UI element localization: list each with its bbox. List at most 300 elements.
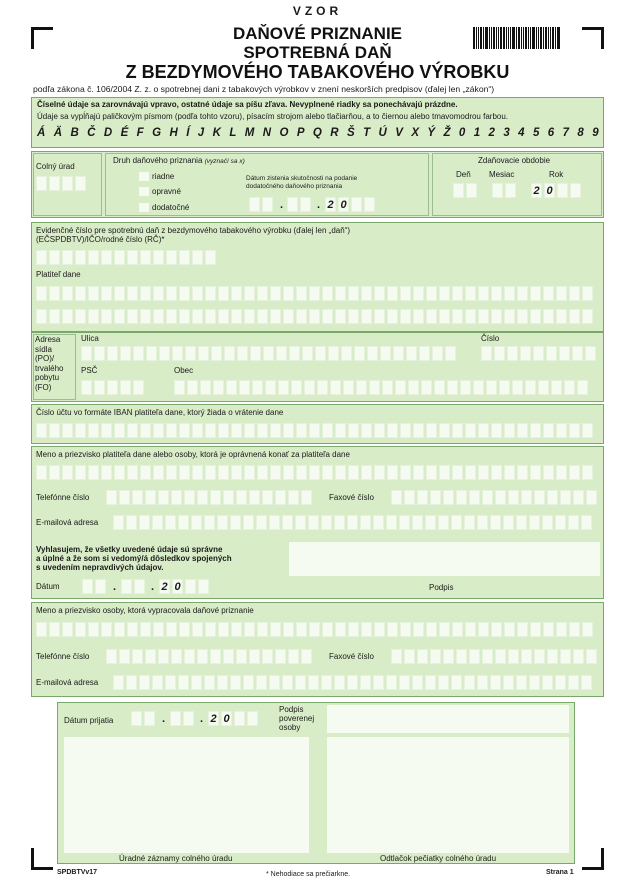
character-box[interactable] xyxy=(317,380,328,395)
character-box[interactable] xyxy=(192,286,203,301)
character-box[interactable] xyxy=(82,579,93,594)
character-box[interactable] xyxy=(434,380,445,395)
character-box[interactable] xyxy=(192,465,203,480)
character-box[interactable] xyxy=(516,675,527,690)
character-box[interactable] xyxy=(270,309,281,324)
character-box[interactable] xyxy=(534,490,545,505)
character-box[interactable] xyxy=(452,423,463,438)
character-box[interactable] xyxy=(322,423,333,438)
declarant-name-input[interactable] xyxy=(36,465,593,480)
character-box[interactable] xyxy=(322,622,333,637)
character-box[interactable] xyxy=(231,622,242,637)
character-box[interactable] xyxy=(465,465,476,480)
character-box[interactable] xyxy=(178,675,189,690)
character-box[interactable] xyxy=(330,380,341,395)
character-box[interactable] xyxy=(256,515,267,530)
character-box[interactable] xyxy=(179,423,190,438)
character-box[interactable] xyxy=(495,649,506,664)
character-box[interactable] xyxy=(218,309,229,324)
character-box[interactable] xyxy=(465,423,476,438)
character-box[interactable] xyxy=(197,649,208,664)
character-box[interactable] xyxy=(205,423,216,438)
character-box[interactable] xyxy=(179,250,190,265)
character-box[interactable] xyxy=(36,622,47,637)
character-box[interactable] xyxy=(282,675,293,690)
character-box[interactable] xyxy=(106,490,117,505)
taxpayer-name-row2[interactable] xyxy=(36,309,593,324)
character-box[interactable] xyxy=(217,515,228,530)
character-box[interactable] xyxy=(166,465,177,480)
character-box[interactable] xyxy=(335,286,346,301)
character-box[interactable] xyxy=(400,423,411,438)
character-box[interactable] xyxy=(270,465,281,480)
character-box[interactable] xyxy=(530,465,541,480)
character-box[interactable] xyxy=(334,515,345,530)
character-box[interactable] xyxy=(570,183,581,198)
character-box[interactable] xyxy=(360,675,371,690)
character-box[interactable] xyxy=(179,286,190,301)
character-box[interactable] xyxy=(287,197,298,212)
character-box[interactable] xyxy=(521,490,532,505)
character-box[interactable] xyxy=(217,675,228,690)
character-box[interactable] xyxy=(478,423,489,438)
character-box[interactable] xyxy=(335,423,346,438)
character-box[interactable]: 2 xyxy=(325,197,336,212)
character-box[interactable] xyxy=(426,286,437,301)
character-box[interactable] xyxy=(101,423,112,438)
character-box[interactable]: 0 xyxy=(172,579,183,594)
character-box[interactable] xyxy=(581,675,592,690)
character-box[interactable] xyxy=(101,250,112,265)
character-box[interactable] xyxy=(465,286,476,301)
character-box[interactable] xyxy=(101,286,112,301)
character-box[interactable] xyxy=(239,380,250,395)
character-box[interactable] xyxy=(452,622,463,637)
character-box[interactable] xyxy=(218,622,229,637)
character-box[interactable] xyxy=(505,183,516,198)
character-box[interactable] xyxy=(302,346,313,361)
character-box[interactable] xyxy=(530,423,541,438)
character-box[interactable] xyxy=(218,465,229,480)
character-box[interactable] xyxy=(430,490,441,505)
character-box[interactable] xyxy=(134,579,145,594)
checkbox-dodatocne[interactable] xyxy=(139,203,149,212)
character-box[interactable] xyxy=(521,649,532,664)
character-box[interactable] xyxy=(452,465,463,480)
character-box[interactable] xyxy=(466,183,477,198)
character-box[interactable] xyxy=(152,675,163,690)
character-box[interactable] xyxy=(291,380,302,395)
character-box[interactable] xyxy=(547,490,558,505)
character-box[interactable] xyxy=(504,286,515,301)
character-box[interactable] xyxy=(504,309,515,324)
character-box[interactable] xyxy=(283,423,294,438)
character-box[interactable] xyxy=(469,490,480,505)
character-box[interactable] xyxy=(153,465,164,480)
character-box[interactable] xyxy=(49,250,60,265)
character-box[interactable] xyxy=(569,423,580,438)
character-box[interactable] xyxy=(404,490,415,505)
character-box[interactable] xyxy=(432,346,443,361)
character-box[interactable] xyxy=(140,423,151,438)
character-box[interactable] xyxy=(296,423,307,438)
character-box[interactable] xyxy=(447,380,458,395)
character-box[interactable] xyxy=(542,515,553,530)
character-box[interactable] xyxy=(88,250,99,265)
character-box[interactable] xyxy=(230,675,241,690)
character-box[interactable] xyxy=(36,250,47,265)
character-box[interactable] xyxy=(159,346,170,361)
character-box[interactable] xyxy=(153,286,164,301)
character-box[interactable] xyxy=(439,423,450,438)
checkbox-opravne[interactable] xyxy=(139,187,149,196)
character-box[interactable] xyxy=(547,649,558,664)
character-box[interactable] xyxy=(75,423,86,438)
receipt-month-input[interactable] xyxy=(170,711,194,726)
character-box[interactable]: 0 xyxy=(338,197,349,212)
character-box[interactable] xyxy=(443,649,454,664)
character-box[interactable] xyxy=(439,622,450,637)
discovery-month-input[interactable] xyxy=(287,197,311,212)
character-box[interactable] xyxy=(453,183,464,198)
character-box[interactable] xyxy=(106,649,117,664)
character-box[interactable] xyxy=(36,176,47,191)
character-box[interactable] xyxy=(295,675,306,690)
character-box[interactable] xyxy=(153,423,164,438)
character-box[interactable] xyxy=(81,380,92,395)
character-box[interactable] xyxy=(114,465,125,480)
character-box[interactable] xyxy=(198,579,209,594)
character-box[interactable] xyxy=(367,346,378,361)
character-box[interactable] xyxy=(309,423,320,438)
character-box[interactable] xyxy=(114,423,125,438)
character-box[interactable] xyxy=(179,465,190,480)
character-box[interactable] xyxy=(387,423,398,438)
character-box[interactable] xyxy=(309,465,320,480)
character-box[interactable] xyxy=(534,649,545,664)
character-box[interactable] xyxy=(386,515,397,530)
character-box[interactable] xyxy=(520,346,531,361)
character-box[interactable] xyxy=(361,423,372,438)
character-box[interactable] xyxy=(387,309,398,324)
character-box[interactable] xyxy=(478,309,489,324)
character-box[interactable] xyxy=(36,465,47,480)
preparer-name-input[interactable] xyxy=(36,622,593,637)
character-box[interactable] xyxy=(114,250,125,265)
character-box[interactable] xyxy=(283,309,294,324)
character-box[interactable] xyxy=(426,622,437,637)
character-box[interactable] xyxy=(257,465,268,480)
character-box[interactable] xyxy=(582,309,593,324)
character-box[interactable] xyxy=(465,622,476,637)
character-box[interactable] xyxy=(486,380,497,395)
period-year-input[interactable] xyxy=(531,183,581,198)
character-box[interactable] xyxy=(270,286,281,301)
official-records-area[interactable] xyxy=(64,737,309,853)
character-box[interactable] xyxy=(121,579,132,594)
character-box[interactable] xyxy=(374,286,385,301)
character-box[interactable]: 2 xyxy=(208,711,219,726)
character-box[interactable] xyxy=(490,675,501,690)
character-box[interactable] xyxy=(481,346,492,361)
date-year-input[interactable] xyxy=(159,579,209,594)
character-box[interactable] xyxy=(257,423,268,438)
character-box[interactable] xyxy=(347,515,358,530)
character-box[interactable] xyxy=(172,346,183,361)
stamp-area[interactable] xyxy=(327,737,569,853)
character-box[interactable] xyxy=(144,711,155,726)
character-box[interactable] xyxy=(244,309,255,324)
character-box[interactable] xyxy=(525,380,536,395)
character-box[interactable] xyxy=(508,649,519,664)
character-box[interactable] xyxy=(204,675,215,690)
character-box[interactable] xyxy=(197,490,208,505)
character-box[interactable] xyxy=(413,465,424,480)
character-box[interactable] xyxy=(198,346,209,361)
character-box[interactable] xyxy=(223,490,234,505)
character-box[interactable] xyxy=(170,711,181,726)
character-box[interactable] xyxy=(559,346,570,361)
character-box[interactable] xyxy=(419,346,430,361)
character-box[interactable] xyxy=(185,579,196,594)
character-box[interactable] xyxy=(374,309,385,324)
character-box[interactable] xyxy=(120,380,131,395)
character-box[interactable] xyxy=(573,490,584,505)
receipt-day-input[interactable] xyxy=(131,711,155,726)
character-box[interactable] xyxy=(408,380,419,395)
character-box[interactable] xyxy=(382,380,393,395)
character-box[interactable] xyxy=(546,346,557,361)
character-box[interactable] xyxy=(113,515,124,530)
character-box[interactable] xyxy=(439,309,450,324)
character-box[interactable] xyxy=(139,515,150,530)
character-box[interactable] xyxy=(295,515,306,530)
character-box[interactable] xyxy=(438,675,449,690)
character-box[interactable] xyxy=(556,423,567,438)
character-box[interactable] xyxy=(81,346,92,361)
character-box[interactable] xyxy=(543,423,554,438)
character-box[interactable] xyxy=(127,622,138,637)
character-box[interactable] xyxy=(140,465,151,480)
character-box[interactable] xyxy=(507,346,518,361)
character-box[interactable] xyxy=(153,309,164,324)
character-box[interactable] xyxy=(356,380,367,395)
character-box[interactable] xyxy=(556,309,567,324)
character-box[interactable] xyxy=(413,423,424,438)
character-box[interactable] xyxy=(391,649,402,664)
character-box[interactable] xyxy=(120,346,131,361)
character-box[interactable] xyxy=(478,465,489,480)
character-box[interactable] xyxy=(166,250,177,265)
character-box[interactable] xyxy=(348,622,359,637)
character-box[interactable] xyxy=(328,346,339,361)
character-box[interactable] xyxy=(503,675,514,690)
character-box[interactable] xyxy=(348,309,359,324)
character-box[interactable] xyxy=(581,515,592,530)
character-box[interactable] xyxy=(334,675,345,690)
character-box[interactable] xyxy=(49,309,60,324)
character-box[interactable] xyxy=(114,286,125,301)
character-box[interactable] xyxy=(482,490,493,505)
character-box[interactable] xyxy=(530,622,541,637)
character-box[interactable] xyxy=(426,309,437,324)
character-box[interactable] xyxy=(464,675,475,690)
character-box[interactable] xyxy=(560,649,571,664)
character-box[interactable] xyxy=(256,675,267,690)
character-box[interactable] xyxy=(114,309,125,324)
character-box[interactable] xyxy=(542,675,553,690)
character-box[interactable] xyxy=(88,465,99,480)
character-box[interactable] xyxy=(132,649,143,664)
character-box[interactable] xyxy=(205,465,216,480)
character-box[interactable] xyxy=(508,490,519,505)
character-box[interactable] xyxy=(179,622,190,637)
character-box[interactable] xyxy=(439,286,450,301)
character-box[interactable] xyxy=(127,423,138,438)
character-box[interactable] xyxy=(213,380,224,395)
character-box[interactable] xyxy=(211,346,222,361)
preparer-fax-input[interactable] xyxy=(391,649,597,664)
character-box[interactable] xyxy=(351,197,362,212)
character-box[interactable] xyxy=(517,309,528,324)
character-box[interactable] xyxy=(184,649,195,664)
character-box[interactable] xyxy=(171,490,182,505)
character-box[interactable] xyxy=(113,675,124,690)
character-box[interactable] xyxy=(451,515,462,530)
character-box[interactable] xyxy=(101,465,112,480)
character-box[interactable] xyxy=(469,649,480,664)
character-box[interactable] xyxy=(94,380,105,395)
character-box[interactable] xyxy=(166,622,177,637)
character-box[interactable] xyxy=(243,675,254,690)
discovery-year-input[interactable] xyxy=(325,197,375,212)
character-box[interactable] xyxy=(191,515,202,530)
character-box[interactable] xyxy=(62,465,73,480)
character-box[interactable] xyxy=(88,286,99,301)
street-input[interactable] xyxy=(81,346,456,361)
character-box[interactable] xyxy=(456,649,467,664)
character-box[interactable] xyxy=(533,346,544,361)
period-day-input[interactable] xyxy=(453,183,477,198)
character-box[interactable] xyxy=(543,286,554,301)
character-box[interactable] xyxy=(204,515,215,530)
character-box[interactable] xyxy=(417,490,428,505)
character-box[interactable] xyxy=(192,250,203,265)
preparer-email-input[interactable] xyxy=(113,675,592,690)
character-box[interactable] xyxy=(348,465,359,480)
character-box[interactable] xyxy=(283,286,294,301)
discovery-day-input[interactable] xyxy=(249,197,273,212)
character-box[interactable] xyxy=(443,490,454,505)
character-box[interactable] xyxy=(478,286,489,301)
character-box[interactable] xyxy=(477,515,488,530)
character-box[interactable] xyxy=(473,380,484,395)
character-box[interactable] xyxy=(296,465,307,480)
character-box[interactable] xyxy=(158,649,169,664)
character-box[interactable] xyxy=(512,380,523,395)
preparer-phone-input[interactable] xyxy=(106,649,312,664)
phone-input[interactable] xyxy=(106,490,312,505)
character-box[interactable] xyxy=(140,286,151,301)
character-box[interactable] xyxy=(482,649,493,664)
character-box[interactable] xyxy=(399,675,410,690)
character-box[interactable] xyxy=(556,622,567,637)
number-input[interactable] xyxy=(481,346,596,361)
character-box[interactable] xyxy=(94,346,105,361)
character-box[interactable] xyxy=(140,622,151,637)
character-box[interactable] xyxy=(247,711,258,726)
character-box[interactable] xyxy=(166,309,177,324)
character-box[interactable] xyxy=(452,286,463,301)
character-box[interactable] xyxy=(296,622,307,637)
character-box[interactable] xyxy=(568,675,579,690)
character-box[interactable] xyxy=(335,465,346,480)
character-box[interactable] xyxy=(183,711,194,726)
character-box[interactable] xyxy=(263,346,274,361)
character-box[interactable] xyxy=(374,423,385,438)
character-box[interactable] xyxy=(555,675,566,690)
character-box[interactable] xyxy=(400,622,411,637)
character-box[interactable] xyxy=(569,286,580,301)
character-box[interactable] xyxy=(308,515,319,530)
character-box[interactable] xyxy=(231,286,242,301)
character-box[interactable] xyxy=(301,490,312,505)
character-box[interactable] xyxy=(231,309,242,324)
character-box[interactable] xyxy=(426,423,437,438)
character-box[interactable] xyxy=(126,675,137,690)
character-box[interactable] xyxy=(36,309,47,324)
character-box[interactable] xyxy=(75,286,86,301)
character-box[interactable] xyxy=(262,649,273,664)
character-box[interactable] xyxy=(556,465,567,480)
character-box[interactable] xyxy=(430,649,441,664)
character-box[interactable] xyxy=(75,622,86,637)
character-box[interactable] xyxy=(452,309,463,324)
character-box[interactable] xyxy=(530,309,541,324)
character-box[interactable] xyxy=(490,515,501,530)
character-box[interactable] xyxy=(179,309,190,324)
character-box[interactable] xyxy=(296,309,307,324)
character-box[interactable] xyxy=(465,309,476,324)
character-box[interactable] xyxy=(573,649,584,664)
character-box[interactable] xyxy=(492,183,503,198)
character-box[interactable] xyxy=(127,465,138,480)
character-box[interactable] xyxy=(322,286,333,301)
character-box[interactable] xyxy=(504,465,515,480)
character-box[interactable] xyxy=(491,309,502,324)
character-box[interactable] xyxy=(146,346,157,361)
character-box[interactable] xyxy=(88,309,99,324)
character-box[interactable] xyxy=(315,346,326,361)
character-box[interactable] xyxy=(218,423,229,438)
character-box[interactable] xyxy=(364,197,375,212)
character-box[interactable] xyxy=(62,622,73,637)
character-box[interactable] xyxy=(413,622,424,637)
character-box[interactable] xyxy=(262,197,273,212)
character-box[interactable] xyxy=(165,675,176,690)
character-box[interactable] xyxy=(393,346,404,361)
character-box[interactable] xyxy=(275,649,286,664)
character-box[interactable] xyxy=(75,176,86,191)
municipality-input[interactable] xyxy=(174,380,588,395)
character-box[interactable] xyxy=(224,346,235,361)
character-box[interactable] xyxy=(223,649,234,664)
character-box[interactable] xyxy=(491,465,502,480)
character-box[interactable] xyxy=(174,380,185,395)
character-box[interactable] xyxy=(276,346,287,361)
taxpayer-name-row1[interactable] xyxy=(36,286,593,301)
character-box[interactable] xyxy=(309,622,320,637)
